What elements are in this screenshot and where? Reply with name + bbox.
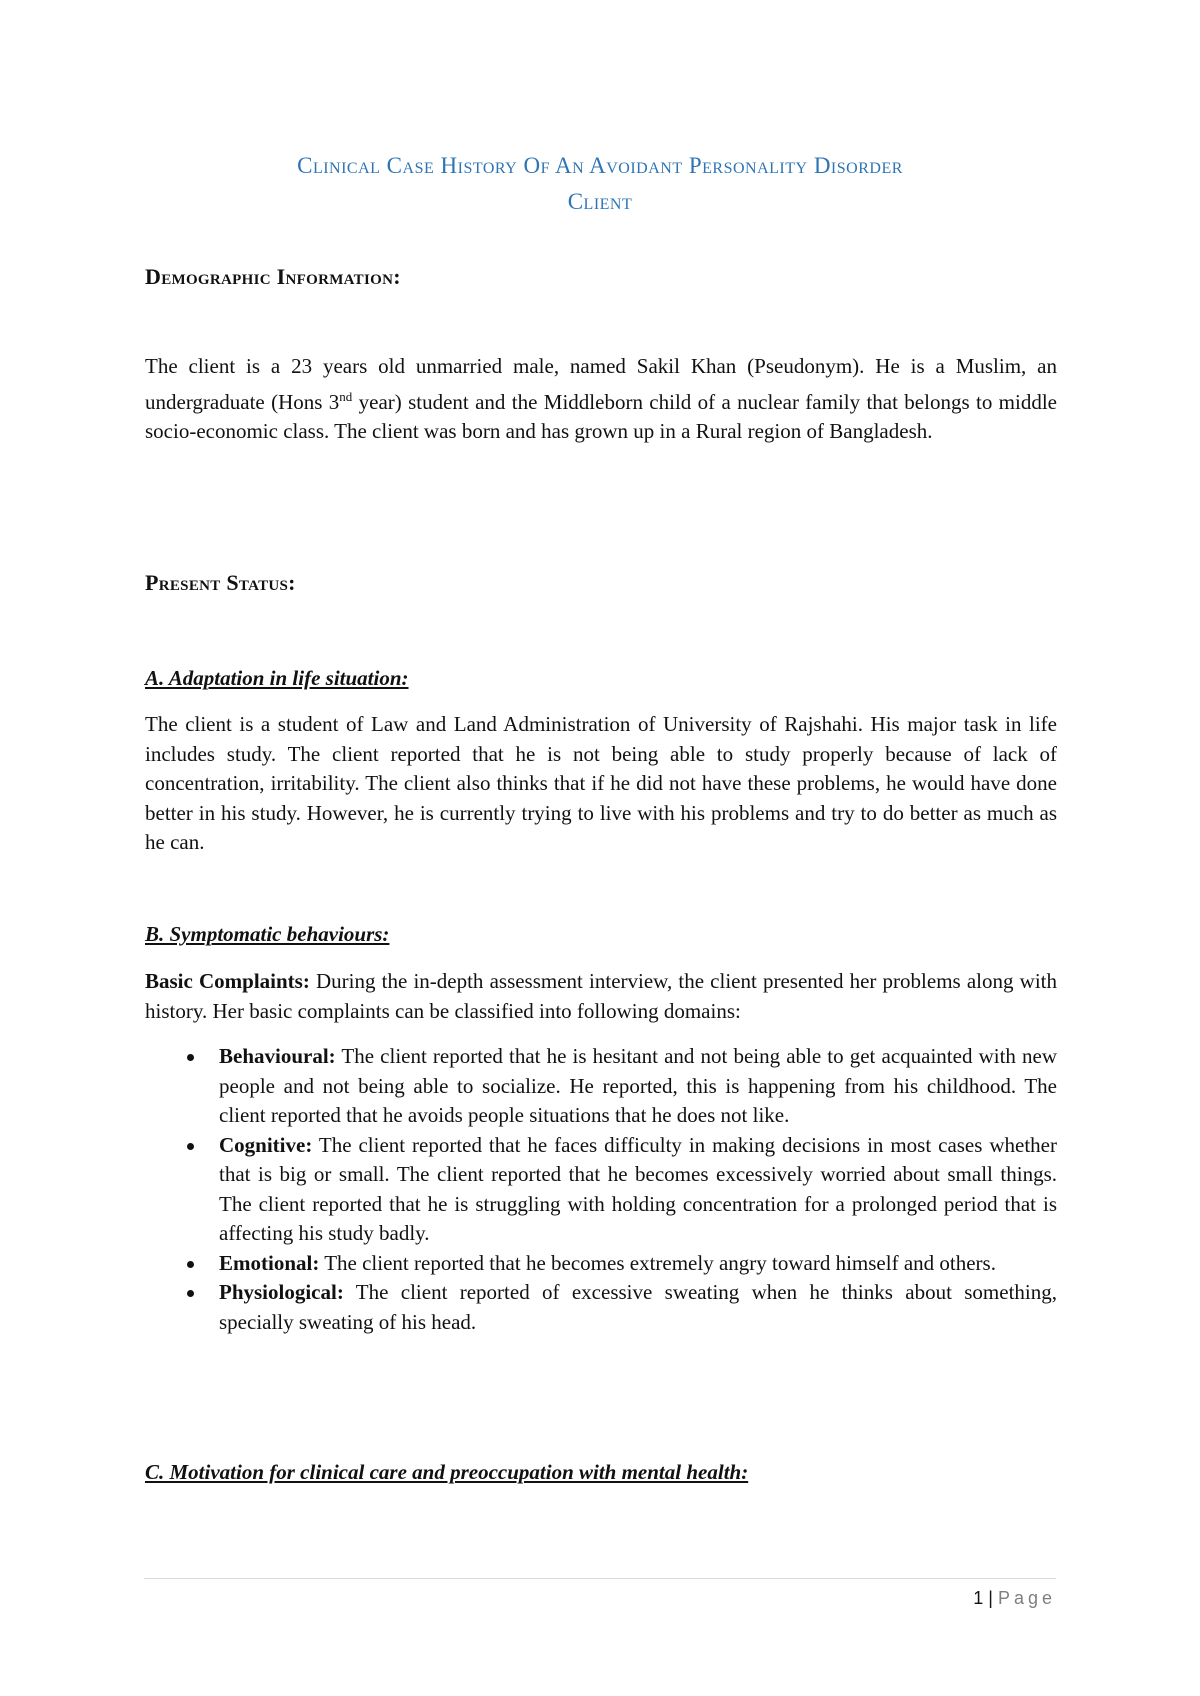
- complaints-label: Basic Complaints:: [145, 969, 310, 993]
- adaptation-heading: A. Adaptation in life situation:: [145, 666, 409, 690]
- bullet-icon: [187, 1261, 194, 1268]
- list-item: [145, 1042, 1057, 1131]
- list-item-text: The client reported that he is hesitant and not being able to get acquainted with new people and not being able to socialize. He reported, this is happening from his childhood. The client reported that he avoids people situations that he does not like.: [219, 1044, 1057, 1127]
- list-item-label: Cognitive:: [219, 1132, 313, 1157]
- list-item: [145, 1278, 1057, 1337]
- footer-divider: [144, 1578, 1056, 1579]
- list-item-label: Physiological:: [219, 1280, 344, 1304]
- demographic-text-2: year) student and the Middleborn child of a nuclear family that belongs to middle socio-economic class. The client was born and has grown up in a Rural region of Bangladesh.: [145, 389, 1057, 443]
- demographic-heading: Demographic Information:: [145, 264, 401, 289]
- adaptation-paragraph: The client is a student of Law and Land Administration of University of Rajshahi. His major task in life includes study. The client reported that he is not being able to study properly because of lack of concentration, irritability. The client also thinks that if he did not have these problems, he would have done better in his study. However, he is currently trying to live with his problems and try to do better as much as he can.: [145, 712, 1057, 854]
- title-line-2: Client: [567, 189, 633, 214]
- motivation-heading: C. Motivation for clinical care and preoccupation with mental health:: [145, 1460, 749, 1484]
- page-number: 1: [973, 1588, 984, 1608]
- symptomatic-heading: B. Symptomatic behaviours:: [145, 922, 390, 946]
- complaints-text: During the in-depth assessment interview, the client presented her problems along with history. Her basic complaints can be classified into following domains:: [145, 969, 1057, 1023]
- demographic-text-1: The client is a 23 years old unmarried male, named Sakil Khan (Pseudonym). He is a Muslim, an undergraduate (Hons 3: [145, 354, 1057, 414]
- list-item-label: Emotional:: [219, 1250, 320, 1275]
- bullet-icon: [187, 1054, 194, 1061]
- present-status-heading: Present Status:: [145, 570, 296, 595]
- complaint-domains-list: [145, 1042, 1057, 1337]
- list-item: [145, 1131, 1057, 1249]
- list-item-text: The client reported that he becomes extremely angry toward himself and others.: [319, 1250, 996, 1275]
- demographic-paragraph: [145, 352, 1057, 447]
- list-item-label: Behavioural:: [219, 1044, 336, 1068]
- footer-separator: |: [988, 1588, 993, 1608]
- document-title: [144, 148, 1056, 220]
- complaints-paragraph: [145, 967, 1057, 1026]
- title-line-1: Clinical Case History Of An Avoidant Personality Disorder: [297, 153, 903, 178]
- list-item-text: The client reported of excessive sweating when he thinks about something, specially sweating of his head.: [219, 1280, 1057, 1334]
- bullet-icon: [187, 1290, 194, 1297]
- bullet-icon: [187, 1143, 194, 1150]
- page-label: Page: [997, 1588, 1056, 1608]
- list-item: [145, 1249, 1057, 1279]
- ordinal-superscript: nd: [339, 388, 353, 404]
- list-item-text: The client reported that he faces difficulty in making decisions in most cases whether that is big or small. The client reported that he becomes excessively worried about small things. The client reported that he is struggling with holding concentration for a prolonged period that is affecting his study badly.: [219, 1132, 1057, 1245]
- page-footer: [973, 1588, 1056, 1609]
